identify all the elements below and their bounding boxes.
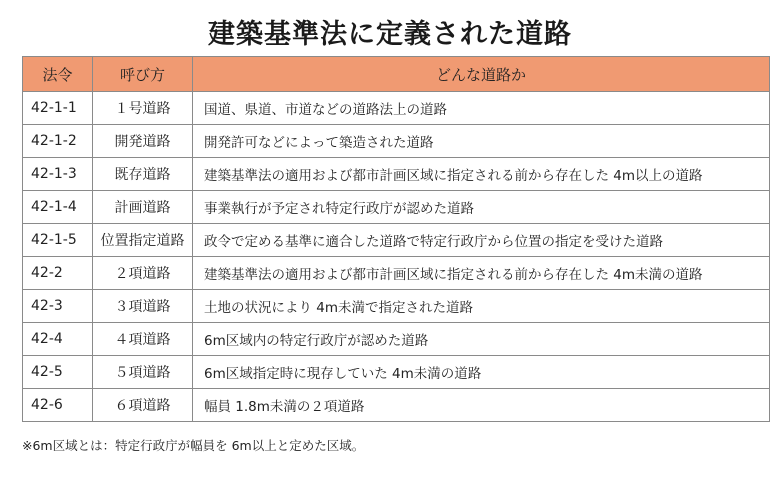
table-row	[23, 389, 770, 422]
description-cell: 事業執行が予定され特定行政庁が認めた道路	[193, 191, 770, 224]
header-description: どんな道路か	[193, 57, 770, 92]
road-definition-table	[22, 56, 770, 422]
description-cell: 国道、県道、市道などの道路法上の道路	[193, 92, 770, 125]
law-cell: 42-1-5	[23, 224, 93, 257]
road-name-cell: １号道路	[93, 92, 193, 125]
description-cell: 土地の状況により 4m未満で指定された道路	[193, 290, 770, 323]
page-title: 建築基準法に定義された道路	[208, 19, 572, 50]
road-name-cell: 位置指定道路	[93, 224, 193, 257]
description-cell: 開発許可などによって築造された道路	[193, 125, 770, 158]
law-cell: 42-1-3	[23, 158, 93, 191]
table-row	[23, 257, 770, 290]
table-row	[23, 290, 770, 323]
law-cell: 42-5	[23, 356, 93, 389]
table-row	[23, 125, 770, 158]
table-row	[23, 158, 770, 191]
road-name-cell: ６項道路	[93, 389, 193, 422]
road-name-cell: 開発道路	[93, 125, 193, 158]
law-cell: 42-1-4	[23, 191, 93, 224]
law-cell: 42-4	[23, 323, 93, 356]
footnote: ※6m区域とは：特定行政庁が幅員を 6m以上と定めた区域。	[22, 438, 365, 453]
road-name-cell: ３項道路	[93, 290, 193, 323]
description-cell: 6m区域内の特定行政庁が認めた道路	[193, 323, 770, 356]
header-law: 法令	[23, 57, 93, 92]
description-cell: 政令で定める基準に適合した道路で特定行政庁から位置の指定を受けた道路	[193, 224, 770, 257]
law-cell: 42-1-2	[23, 125, 93, 158]
road-name-cell: 既存道路	[93, 158, 193, 191]
road-name-cell: 計画道路	[93, 191, 193, 224]
description-cell: 幅員 1.8m未満の２項道路	[193, 389, 770, 422]
table-row	[23, 224, 770, 257]
table-header-row	[23, 57, 770, 92]
law-cell: 42-6	[23, 389, 93, 422]
table-row	[23, 323, 770, 356]
law-cell: 42-1-1	[23, 92, 93, 125]
table-row	[23, 92, 770, 125]
road-name-cell: ５項道路	[93, 356, 193, 389]
header-name: 呼び方	[93, 57, 193, 92]
road-name-cell: ２項道路	[93, 257, 193, 290]
description-cell: 建築基準法の適用および都市計画区域に指定される前から存在した 4m未満の道路	[193, 257, 770, 290]
description-cell: 6m区域指定時に現存していた 4m未満の道路	[193, 356, 770, 389]
table-row	[23, 191, 770, 224]
table-row	[23, 356, 770, 389]
road-name-cell: ４項道路	[93, 323, 193, 356]
law-cell: 42-3	[23, 290, 93, 323]
law-cell: 42-2	[23, 257, 93, 290]
description-cell: 建築基準法の適用および都市計画区域に指定される前から存在した 4m以上の道路	[193, 158, 770, 191]
